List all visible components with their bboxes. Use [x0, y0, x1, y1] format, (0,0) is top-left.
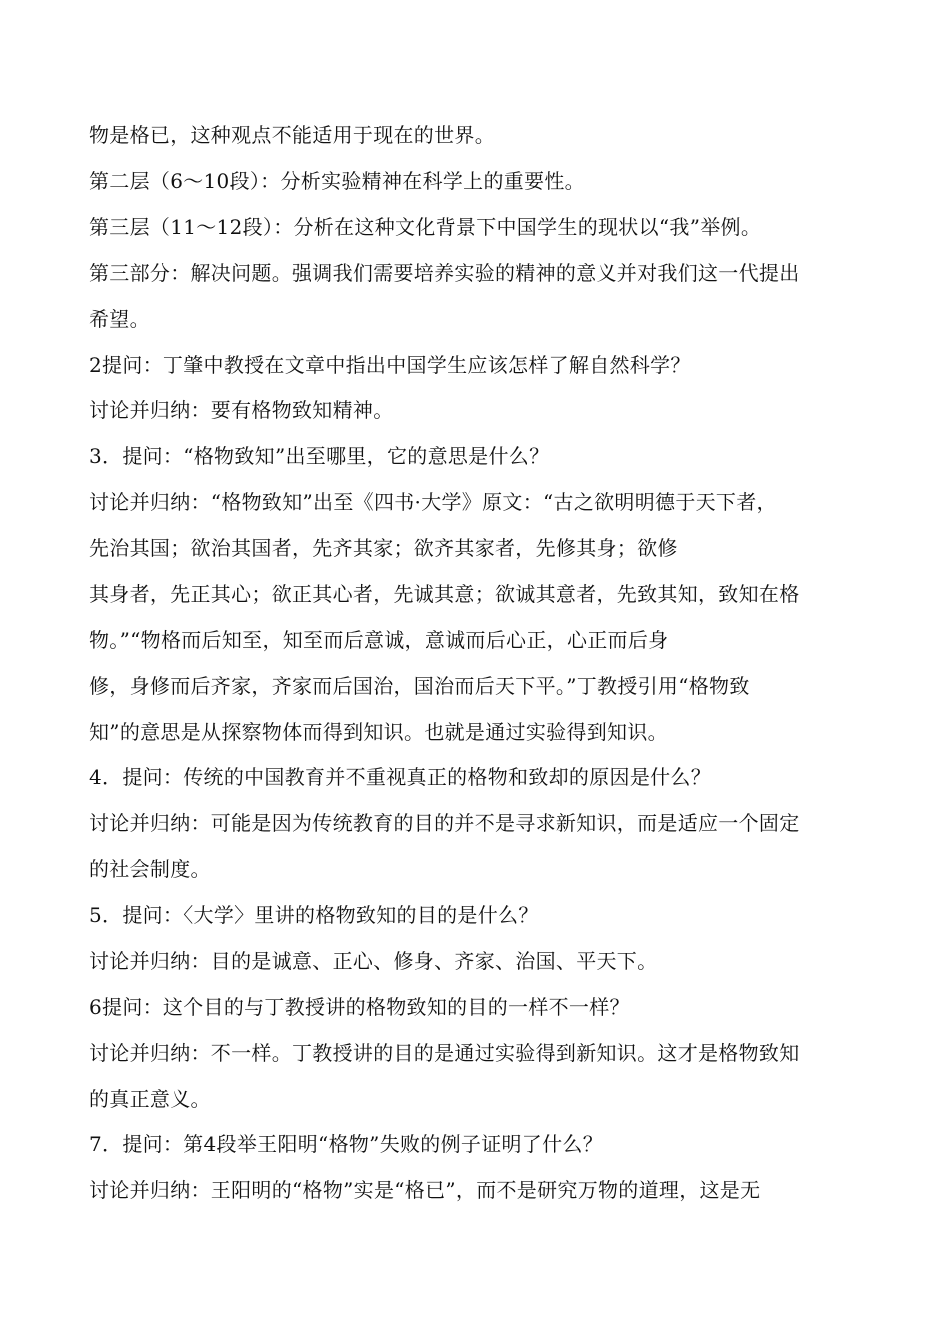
text-line: 修，身修而后齐家，齐家而后国治，国治而后天下平。”丁教授引用“格物致: [89, 674, 750, 698]
text-line: 先治其国；欲治其国者，先齐其家；欲齐其家者，先修其身；欲修: [89, 536, 678, 560]
text-line: 讨论并归纳：可能是因为传统教育的目的并不是寻求新知识，而是适应一个固定: [89, 811, 800, 835]
text-line: 2提问：丁肇中教授在文章中指出中国学生应该怎样了解自然科学？: [89, 353, 691, 377]
text-line: 的社会制度。: [89, 857, 211, 881]
text-line: 物。”“物格而后知至，知至而后意诚，意诚而后心正，心正而后身: [89, 628, 669, 652]
text-line: 3．提问：“格物致知”出至哪里，它的意思是什么？: [89, 444, 550, 468]
text-line: 讨论并归纳：“格物致知”出至《四书·大学》原文：“古之欲明明德于天下者，: [89, 490, 777, 514]
text-line: 讨论并归纳：不一样。丁教授讲的目的是通过实验得到新知识。这才是格物致知: [89, 1041, 800, 1065]
text-line: 4．提问：传统的中国教育并不重视真正的格物和致却的原因是什么？: [89, 765, 712, 789]
text-line: 物是格已，这种观点不能适用于现在的世界。: [89, 123, 495, 147]
text-line: 5．提问：〈大学〉里讲的格物致知的目的是什么？: [89, 903, 539, 927]
text-line: 第三层（11～12段）：分析在这种文化背景下中国学生的现状以“我”举例。: [89, 215, 762, 239]
text-line: 的真正意义。: [89, 1087, 211, 1111]
text-line: 讨论并归纳：目的是诚意、正心、修身、齐家、治国、平天下。: [89, 949, 658, 973]
text-line: 讨论并归纳：要有格物致知精神。: [89, 398, 394, 422]
text-line: 其身者，先正其心；欲正其心者，先诚其意；欲诚其意者，先致其知，致知在格: [89, 582, 800, 606]
text-line: 第二层（6～10段）：分析实验精神在科学上的重要性。: [89, 169, 585, 193]
text-line: 第三部分：解决问题。强调我们需要培养实验的精神的意义并对我们这一代提出: [89, 261, 800, 285]
text-line: 知”的意思是从探察物体而得到知识。也就是通过实验得到知识。: [89, 720, 668, 744]
text-line: 希望。: [89, 307, 150, 331]
text-line: 6提问：这个目的与丁教授讲的格物致知的目的一样不一样？: [89, 995, 630, 1019]
text-line: 讨论并归纳：王阳明的“格物”实是“格已”，而不是研究万物的道理，这是无: [89, 1178, 761, 1202]
text-line: 7．提问：第4段举王阳明“格物”失败的例子证明了什么？: [89, 1132, 603, 1156]
